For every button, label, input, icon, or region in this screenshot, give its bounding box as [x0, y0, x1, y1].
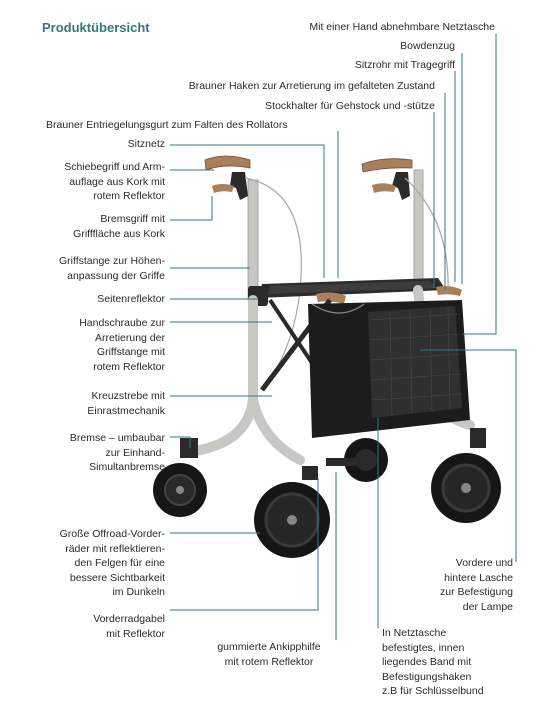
label-line: der Lampe	[462, 600, 513, 613]
label-line: Bremsgriff mit	[100, 213, 165, 225]
label-line: Bremse – umbaubar	[69, 432, 165, 444]
label-netztasche: Mit einer Hand abnehmbare Netztasche	[309, 21, 495, 33]
rollator-image	[153, 156, 501, 558]
label-lasche	[393, 556, 513, 614]
label-line: In Netztasche	[382, 627, 447, 639]
label-line: anpassung der Griffe	[67, 269, 165, 282]
label-line: mit rotem Reflektor	[224, 655, 314, 668]
label-line: Grifffläche aus Kork	[73, 227, 165, 240]
label-bowdenzug: Bowdenzug	[400, 40, 455, 52]
label-line: bessere Sichtbarkeit	[69, 571, 165, 584]
label-schiebegriff	[0, 160, 165, 204]
label-line: Griffstange zur Höhen-	[58, 255, 165, 267]
label-line: mit Reflektor	[106, 627, 165, 640]
label-line: Befestigungshaken	[382, 670, 472, 683]
label-line: Schiebegriff und Arm-	[64, 161, 165, 173]
label-line: z.B für Schlüsselbund	[382, 685, 484, 697]
label-ankipphilfe	[196, 640, 342, 669]
label-line: befestigtes, innen	[382, 641, 465, 654]
label-line: rotem Reflektor	[93, 190, 165, 202]
label-line: hintere Lasche	[444, 571, 513, 584]
label-vorderradgabel	[0, 612, 165, 641]
label-handschraube	[0, 316, 165, 374]
label-bremse	[0, 431, 165, 475]
page-title: Produktübersicht	[42, 20, 150, 35]
label-line: Griffstange mit	[96, 346, 165, 358]
label-griffstange	[0, 254, 165, 283]
label-line: Große Offroad-Vorder-	[59, 528, 165, 540]
label-seitenreflektor: Seitenreflektor	[97, 293, 165, 305]
label-line: Vordere und	[455, 557, 513, 569]
label-line: zur Einhand-	[105, 446, 165, 459]
label-line: Vorderradgabel	[93, 613, 165, 625]
label-sitznetz: Sitznetz	[127, 138, 165, 150]
label-bremsgriff	[0, 212, 165, 241]
label-line: liegendes Band mit	[382, 656, 472, 668]
label-line: gummierte Ankipphilfe	[217, 641, 321, 653]
label-line: im Dunkeln	[112, 586, 165, 598]
label-offroad	[0, 527, 165, 600]
label-line: Kreuzstrebe mit	[91, 390, 165, 402]
label-brauner-haken: Brauner Haken zur Arretierung im gefalteten Zustand	[188, 80, 435, 92]
label-entriegelungsgurt: Brauner Entriegelungsgurt zum Falten des Rollators	[46, 119, 288, 131]
label-stockhalter: Stockhalter für Gehstock und -stütze	[265, 100, 435, 112]
label-line: Einrastmechanik	[87, 404, 165, 417]
label-band	[382, 626, 484, 699]
label-line: zur Befestigung	[440, 586, 513, 598]
label-line: auflage aus Kork mit	[69, 175, 165, 188]
label-line: rotem Reflektor	[93, 360, 165, 373]
label-line: Handschraube zur	[79, 317, 165, 329]
label-line: Arretierung der	[94, 331, 165, 344]
label-sitzrohr: Sitzrohr mit Tragegriff	[354, 59, 455, 71]
label-line: räder mit reflektieren-	[65, 542, 165, 555]
label-line: Simultanbremse	[89, 461, 165, 473]
label-kreuzstrebe	[0, 389, 165, 418]
label-line: den Felgen für eine	[74, 557, 165, 569]
